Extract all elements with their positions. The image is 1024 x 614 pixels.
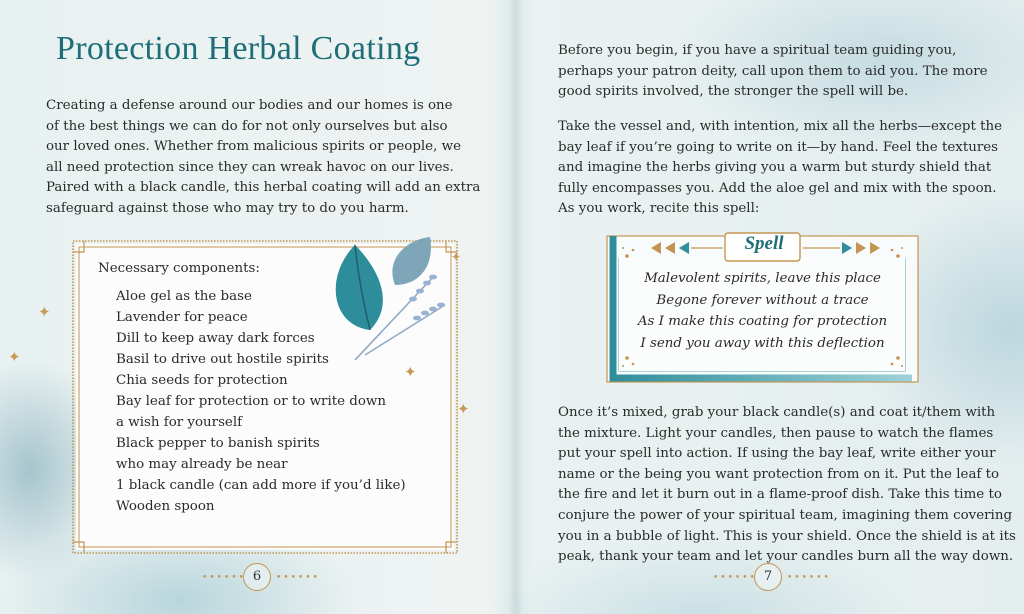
spell-line: Malevolent spirits, leave this place	[644, 271, 881, 286]
intro-line: of the best things we can do for not only ourselves but also	[46, 118, 448, 134]
text-line: conjure the power of your spiritual team, imagining them covering	[558, 507, 1013, 523]
sparkle-icon: ✦	[451, 250, 462, 264]
list-item-text: Bay leaf for protection or to write down	[116, 394, 387, 409]
dots-ornament: ••••••	[276, 573, 320, 583]
page-number-left	[202, 563, 320, 591]
list-item-text: a wish for yourself	[116, 415, 243, 430]
text-line: the fire and let it burn out in a flame-proof dish. Take this time to	[558, 487, 1002, 503]
list-item	[98, 496, 406, 517]
text-line: Take the vessel and, with intention, mix all the herbs—except the	[558, 119, 1003, 134]
intro-line: safeguard against those who may try to do you harm.	[46, 200, 409, 216]
list-item-text: Dill to keep away dark forces	[116, 331, 315, 346]
spell-line: Begone forever without a trace	[656, 292, 869, 308]
list-item-text: Aloe gel as the base	[116, 289, 252, 304]
sparkle-icon: ✦	[38, 303, 51, 321]
spell-line: I send you away with this deflection	[640, 335, 885, 351]
text-line: peak, thank your team and let your candles burn all the way down.	[558, 549, 1014, 565]
list-item	[98, 475, 406, 496]
page-title: Protection Herbal Coating	[56, 30, 421, 67]
list-item-text: Basil to drive out hostile spirits	[116, 352, 329, 367]
intro-line: Paired with a black candle, this herbal coating will add an extra	[46, 180, 481, 196]
text-line: fully encompasses you. Add the aloe gel and mix with the spoon.	[558, 180, 997, 196]
book-gutter	[509, 0, 523, 614]
paragraph-3	[558, 403, 1016, 568]
list-item-text: Lavender for peace	[116, 310, 248, 325]
dots-ornament: ••••••	[202, 573, 246, 583]
list-item-text: who may already be near	[116, 457, 288, 472]
dots-ornament: ••••••	[713, 573, 757, 583]
intro-line: our loved ones. Whether from malicious spirits or people, we	[46, 139, 461, 155]
paragraph-1	[558, 41, 1008, 103]
text-line: the mixture. Light your candles, then pause to watch the flames	[558, 425, 994, 441]
list-item	[98, 349, 406, 370]
text-line: name or the being you want protection from on it. Put the leaf to	[558, 466, 1000, 482]
components-list-area	[98, 258, 406, 517]
intro-paragraph	[46, 96, 481, 220]
sparkle-icon: ✦	[404, 363, 417, 381]
intro-line: all need protection since they can wreak havoc on our lives.	[46, 159, 454, 175]
text-line: and imagine the herbs giving you a warm but sturdy shield that	[558, 160, 992, 176]
page-number: 7	[754, 563, 782, 591]
intro-line: Creating a defense around our bodies and our homes is one	[46, 98, 453, 113]
list-item	[98, 370, 406, 391]
list-item	[98, 433, 406, 475]
dots-ornament: ••••••	[787, 573, 831, 583]
page-number: 6	[243, 563, 271, 591]
list-item	[98, 286, 406, 307]
spell-title: Spell	[744, 233, 784, 254]
text-line: bay leaf if you’re going to write on it—by hand. Feel the textures	[558, 139, 999, 155]
components-heading: Necessary components:	[98, 261, 260, 276]
text-line: good spirits involved, the stronger the spell will be.	[558, 84, 909, 100]
list-item	[98, 307, 406, 328]
text-line: As you work, recite this spell:	[558, 201, 760, 217]
text-line: perhaps your patron deity, call upon them to aid you. The more	[558, 63, 988, 79]
list-item	[98, 328, 406, 349]
sparkle-icon: ✦	[8, 348, 21, 366]
sparkle-icon: ✦	[457, 400, 470, 418]
list-item-text: 1 black candle (can add more if you’d like)	[116, 478, 406, 493]
list-item-text: Black pepper to banish spirits	[116, 436, 320, 451]
paragraph-2	[558, 117, 1008, 220]
list-item-text: Wooden spoon	[116, 499, 215, 514]
text-line: Before you begin, if you have a spiritual team guiding you,	[558, 43, 957, 58]
text-line: put your spell into action. If using the bay leaf, write either your	[558, 446, 996, 462]
list-item	[98, 391, 406, 433]
spell-line: As I make this coating for protection	[637, 314, 888, 329]
text-line: Once it’s mixed, grab your black candle(s) and coat it/them with	[558, 405, 996, 420]
spell-verse	[620, 268, 905, 354]
list-item-text: Chia seeds for protection	[116, 373, 288, 388]
components-list	[98, 286, 406, 517]
page-number-right	[713, 563, 831, 591]
text-line: you in a bubble of light. This is your shield. Once the shield is at its	[558, 528, 1016, 544]
